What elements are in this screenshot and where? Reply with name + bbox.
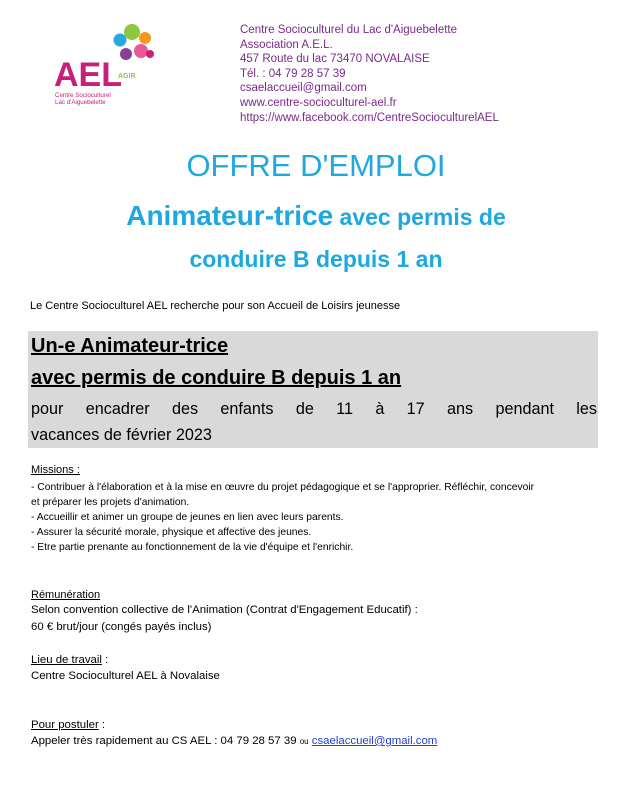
contact-block [240, 23, 499, 125]
logo-petal-pink [134, 44, 148, 58]
logo-text: AEL [54, 56, 122, 94]
contact-line-address: 457 Route du lac 73470 NOVALAISE [240, 53, 430, 66]
contact-line-facebook[interactable]: https://www.facebook.com/CentreSocioculturelAEL [240, 111, 499, 124]
contact-line-name: Centre Socioculturel du Lac d'Aiguebelette [240, 24, 458, 36]
lieu-title-suffix: : [101, 654, 109, 666]
lieu-value: Centre Socioculturel AEL à Novalaise [31, 670, 220, 682]
remuneration-line1: Selon convention collective de l'Animation (Contrat d'Engagement Educatif) : [31, 604, 418, 616]
box-heading-2: avec permis de conduire B depuis 1 an [31, 367, 402, 389]
intro-text: Le Centre Socioculturel AEL recherche pour son Accueil de Loisirs jeunesse [30, 300, 401, 312]
contact-line-phone: Tél. : 04 79 28 57 39 [240, 67, 346, 80]
postuler-email-link[interactable]: csaelaccueil@gmail.com [311, 735, 438, 747]
logo-petal-green [124, 24, 140, 40]
postuler-line [31, 735, 437, 747]
contact-line-website[interactable]: www.centre-socioculturel-ael.fr [240, 96, 397, 109]
contact-line-email[interactable]: csaelaccueil@gmail.com [240, 82, 367, 95]
logo-petal-orange [139, 32, 151, 44]
lieu-title: Lieu de travail [31, 654, 102, 666]
logo-petal-blue [114, 34, 127, 47]
job-title-line2: conduire B depuis 1 an [189, 246, 443, 272]
logo-tagline-1: Centre Socioculturel [55, 92, 111, 99]
logo-badge: AGIR [118, 73, 136, 80]
remuneration-title: Rémunération [31, 589, 101, 601]
ael-logo-graphic [50, 18, 160, 108]
postuler-text: Appeler très rapidement au CS AEL : 04 79 28 57 39 [31, 735, 300, 747]
logo-petal-magenta [146, 50, 154, 58]
mission-line: - Assurer la sécurité morale, physique et affective des jeunes. [31, 527, 312, 538]
job-title-big: Animateur-trice [126, 200, 334, 231]
mission-line: - Accueillir et animer un groupe de jeunes en lien avec leurs parents. [31, 512, 344, 523]
contact-line-association: Association A.E.L. [240, 38, 333, 51]
ael-logo [50, 18, 160, 108]
postuler-heading [31, 719, 105, 731]
job-title-line1 [0, 200, 632, 232]
mission-line: et préparer les projets d'animation. [31, 497, 190, 508]
logo-tagline-2: Lac d'Aiguebelette [55, 99, 106, 106]
box-body-line2: vacances de février 2023 [31, 426, 212, 444]
mission-line: - Contribuer à l'élaboration et à la mise en œuvre du projet pédagogique et se l'approprier. Réfléchir, concevoir [31, 482, 535, 493]
box-heading-1: Un-e Animateur-trice [31, 335, 229, 357]
offre-heading: OFFRE D'EMPLOI [186, 148, 446, 183]
lieu-heading [31, 654, 108, 666]
mission-line: - Etre partie prenante au fonctionnement de la vie d'équipe et l'enrichir. [31, 542, 354, 553]
postuler-title: Pour postuler [31, 719, 99, 731]
job-title-small: avec permis de [333, 204, 506, 230]
missions-title: Missions : [31, 464, 80, 476]
remuneration-line2: 60 € brut/jour (congés payés inclus) [31, 621, 212, 633]
postuler-title-suffix: : [98, 719, 106, 731]
postuler-ou: ou [299, 737, 309, 746]
box-body-line1: pour encadrer des enfants de 11 à 17 ans pendant les [31, 400, 597, 418]
